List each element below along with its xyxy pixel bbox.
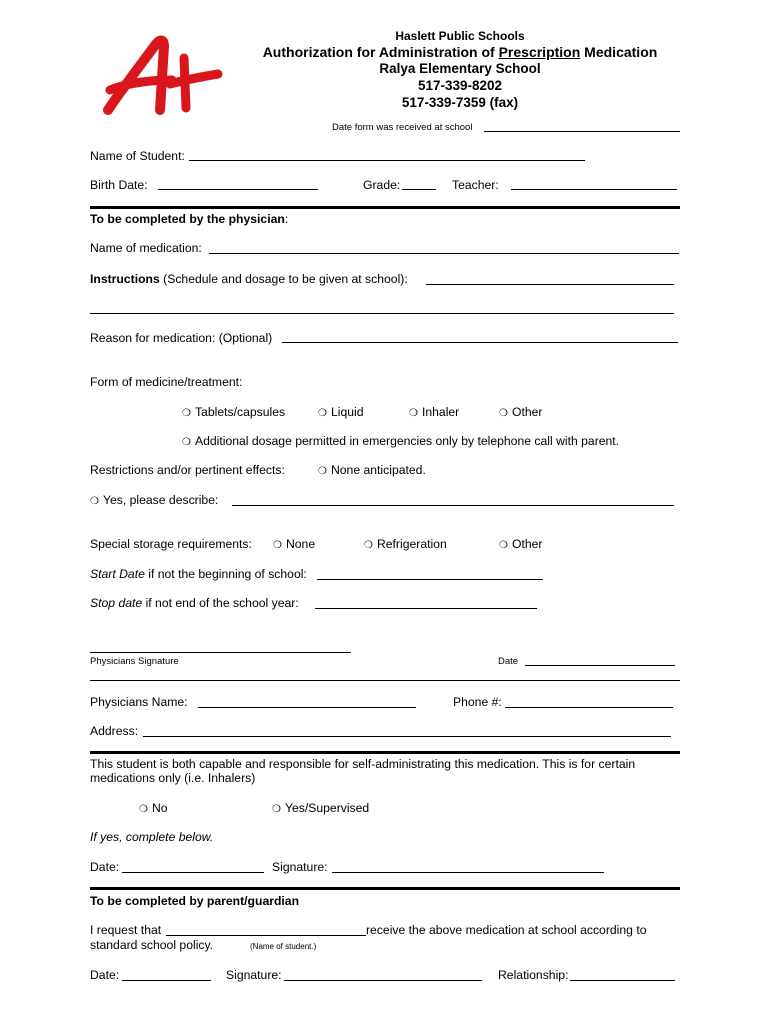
- radio-circle-icon: ❍: [318, 466, 327, 477]
- option-other-form[interactable]: [499, 405, 542, 419]
- radio-circle-icon: ❍: [273, 540, 282, 551]
- parent-date-field[interactable]: [122, 980, 211, 981]
- received-date-field[interactable]: [484, 131, 680, 132]
- option-yes-describe[interactable]: [90, 493, 218, 507]
- reason-field[interactable]: [282, 342, 678, 343]
- radio-circle-icon: ❍: [182, 437, 191, 448]
- district-name: Haslett Public Schools: [395, 29, 525, 43]
- parent-signature-label: Signature:: [226, 968, 282, 982]
- stop-date-label-italic: Stop date: [90, 596, 143, 610]
- relationship-field[interactable]: [570, 980, 675, 981]
- section-divider: [90, 751, 680, 754]
- title-pre: Authorization for Administration of: [262, 44, 499, 60]
- birth-date-label: Birth Date:: [90, 178, 148, 192]
- option-inhaler[interactable]: [409, 405, 459, 419]
- section-divider: [90, 206, 680, 209]
- parent-date-label: Date:: [90, 968, 120, 982]
- radio-circle-icon: ❍: [318, 408, 327, 419]
- if-yes-note: If yes, complete below.: [90, 830, 214, 844]
- physician-signature-label: Physicians Signature: [90, 656, 179, 667]
- stop-date-label: [90, 596, 299, 610]
- storage-refrigeration-label: Refrigeration: [376, 537, 447, 551]
- self-admin-date-label: Date:: [90, 860, 120, 874]
- physician-date-label: Date: [498, 656, 519, 667]
- radio-circle-icon: ❍: [364, 540, 373, 551]
- self-admin-date-field[interactable]: [122, 872, 264, 873]
- teacher-label: Teacher:: [452, 178, 499, 192]
- start-date-note: if not the beginning of school:: [144, 567, 307, 581]
- self-admin-signature-label: Signature:: [272, 860, 328, 874]
- address-field[interactable]: [143, 736, 671, 737]
- storage-none[interactable]: [273, 537, 315, 551]
- radio-circle-icon: ❍: [272, 804, 281, 815]
- none-anticipated-label: None anticipated.: [330, 463, 426, 477]
- title-post: Medication: [580, 44, 658, 60]
- option-additional-dosage[interactable]: [182, 434, 619, 448]
- instructions-label-bold: Instructions: [90, 272, 160, 286]
- start-date-field[interactable]: [317, 579, 543, 580]
- reason-label: Reason for medication: (Optional): [90, 331, 273, 345]
- student-name-field[interactable]: [189, 160, 585, 161]
- self-admin-signature-field[interactable]: [332, 872, 604, 873]
- phone-label: Phone #:: [453, 695, 502, 709]
- medication-name-field[interactable]: [209, 253, 679, 254]
- birth-date-field[interactable]: [158, 189, 318, 190]
- storage-refrigeration[interactable]: [364, 537, 447, 551]
- grade-field[interactable]: [402, 189, 436, 190]
- instructions-note: (Schedule and dosage to be given at school):: [159, 272, 408, 286]
- restrictions-label: Restrictions and/or pertinent effects:: [90, 463, 285, 477]
- option-liquid-label: Liquid: [330, 405, 364, 419]
- student-name-request-field[interactable]: [166, 935, 366, 936]
- instructions-field[interactable]: [426, 284, 674, 285]
- radio-circle-icon: ❍: [499, 540, 508, 551]
- physician-signature-field[interactable]: [90, 652, 351, 653]
- medication-name-label: Name of medication:: [90, 241, 202, 255]
- request-post: receive the above medication at school according to: [366, 923, 647, 937]
- form-of-medicine-label: Form of medicine/treatment:: [90, 375, 243, 389]
- yes-describe-label: Yes, please describe:: [102, 493, 219, 507]
- option-other-form-label: Other: [511, 405, 543, 419]
- start-date-label: [90, 567, 307, 581]
- teacher-field[interactable]: [511, 189, 677, 190]
- school-phone: 517-339-8202: [417, 78, 503, 93]
- school-fax: 517-339-7359 (fax): [401, 95, 519, 110]
- stop-date-field[interactable]: [315, 608, 537, 609]
- physician-date-field[interactable]: [525, 665, 675, 666]
- section-divider-thin: [90, 680, 680, 681]
- parent-signature-field[interactable]: [284, 980, 482, 981]
- address-label: Address:: [90, 724, 139, 738]
- instructions-label: [90, 272, 408, 286]
- self-admin-statement-2: medications only (i.e. Inhalers): [90, 771, 256, 785]
- option-inhaler-label: Inhaler: [421, 405, 460, 419]
- student-name-label: Name of Student:: [90, 149, 185, 163]
- storage-other[interactable]: [499, 537, 542, 551]
- radio-circle-icon: ❍: [409, 408, 418, 419]
- name-of-student-note: (Name of student.): [250, 942, 317, 951]
- received-date-label: Date form was received at school: [332, 122, 473, 133]
- parent-section-heading: [90, 894, 299, 908]
- describe-field[interactable]: [232, 505, 674, 506]
- section-divider: [90, 887, 680, 890]
- relationship-label: Relationship:: [498, 968, 569, 982]
- self-admin-no-label: No: [151, 801, 168, 815]
- radio-circle-icon: ❍: [90, 496, 99, 507]
- parent-heading-text: To be completed by parent/guardian: [90, 894, 300, 908]
- physician-section-heading: [90, 212, 288, 226]
- radio-circle-icon: ❍: [499, 408, 508, 419]
- title-emph: Prescription: [498, 44, 581, 60]
- radio-circle-icon: ❍: [182, 408, 191, 419]
- radio-circle-icon: ❍: [139, 804, 148, 815]
- option-tablets[interactable]: [182, 405, 285, 419]
- option-none-anticipated[interactable]: [318, 463, 426, 477]
- option-tablets-label: Tablets/capsules: [194, 405, 286, 419]
- self-admin-yes[interactable]: [272, 801, 369, 815]
- option-liquid[interactable]: [318, 405, 364, 419]
- instructions-field-2[interactable]: [90, 313, 674, 314]
- storage-label: Special storage requirements:: [90, 537, 252, 551]
- physician-heading-text: To be completed by the physician: [90, 212, 285, 226]
- self-admin-no[interactable]: [139, 801, 168, 815]
- grade-label: Grade:: [363, 178, 401, 192]
- self-admin-statement: This student is both capable and responsible for self-administrating this medication. This is for certain: [90, 757, 636, 771]
- storage-other-label: Other: [511, 537, 543, 551]
- start-date-label-italic: Start Date: [90, 567, 145, 581]
- phone-field[interactable]: [505, 707, 673, 708]
- school-name: Ralya Elementary School: [379, 61, 541, 76]
- form-title: [0, 44, 770, 60]
- additional-dosage-label: Additional dosage permitted in emergencies only by telephone call with parent.: [194, 434, 620, 448]
- stop-date-note: if not end of the school year:: [142, 596, 299, 610]
- request-pre: I request that: [90, 923, 162, 937]
- self-admin-yes-label: Yes/Supervised: [284, 801, 370, 815]
- physician-heading-colon: :: [284, 212, 289, 226]
- storage-none-label: None: [285, 537, 316, 551]
- physician-name-field[interactable]: [198, 707, 416, 708]
- physician-name-label: Physicians Name:: [90, 695, 188, 709]
- request-line-2: standard school policy.: [90, 938, 214, 952]
